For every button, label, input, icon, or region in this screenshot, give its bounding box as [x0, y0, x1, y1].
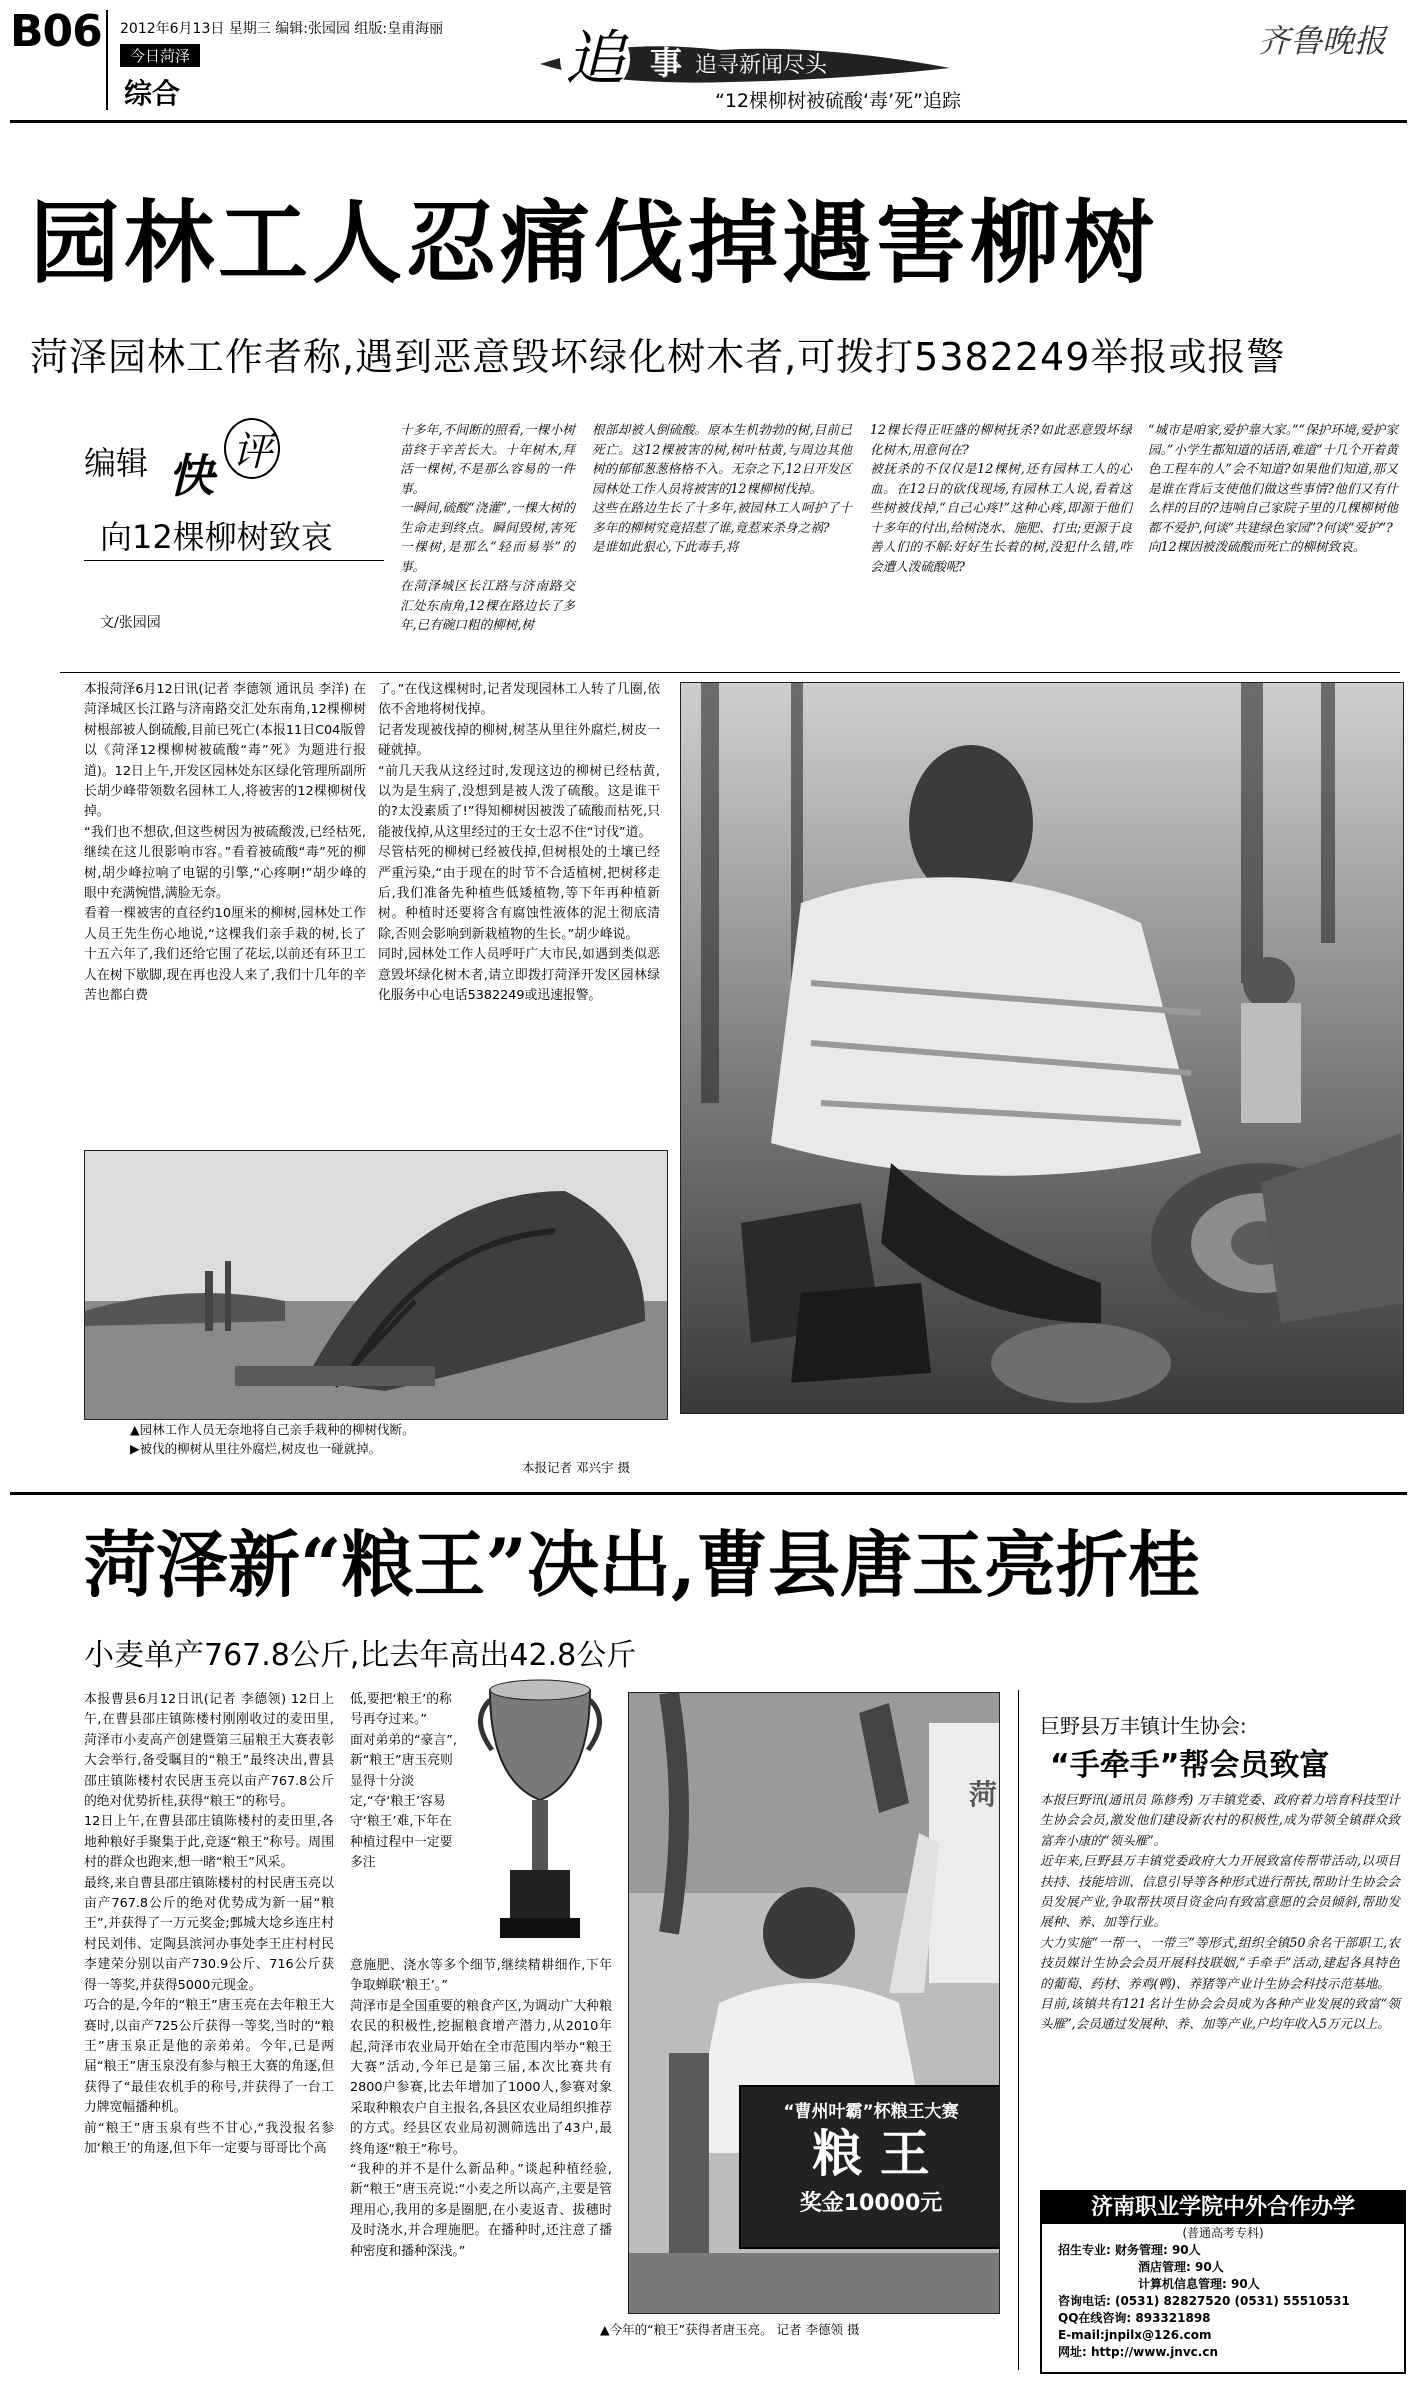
story2-body-text-2b: 意施肥、浇水等多个细节,继续精耕细作,下年争取蝉联‘粮王’。” 菏泽市是全国重要的粮食产区,为调动广大种粮农民的积极性,挖掘粮食增产潜力,从2010年起,菏泽市农业局开始在全市范围内举办“粮王大赛”活动,今年已是第三届,本次比赛共有2800户参赛,比去年增加了1000人,参赛对象采取种粮农户自主报名,各县区农业局组织推荐的方式。经县区农业局初测筛选出了43户,最终角逐“粮王”称号。 “我种的并不是什么新品种。”谈起种植经验,新“粮王”唐玉亮说:“小麦之所以高产,主要是管理用心,我用的多是圈肥,在小麦返青、拔穗时及时浇水,并合理施肥。在播种时,还注意了播种密度和播种深浅。”: [350, 1958, 612, 2259]
commentary-label: [84, 428, 384, 503]
newspaper-logo: 齐鲁晚报: [1258, 22, 1387, 60]
headline-2: 菏泽新“粮王”决出,曹县唐玉亮折桂: [84, 1522, 1200, 1607]
worker-photo-illustration: [681, 683, 1403, 1413]
grain-king-sign: [739, 2085, 1000, 2249]
story2-body-col-2-top: [350, 1690, 462, 1874]
ad-subtitle: (普通高考专科): [1182, 2226, 1264, 2240]
story2-body-text-2a: 低,要把‘粮王’的称号再夺过来。” 面对弟弟的“豪言”,新“粮王”唐玉亮则显得十分淡定,“夺‘粮王’容易守‘粮王’难,下年在种植过程中一定要多注: [350, 1692, 457, 1871]
commentary-text-1: 十多年,不间断的照看,一棵小树苗终于辛苦长大。十年树木,拜活一棵树,不是那么容易的一件事。 一瞬间,硫酸“浇灌”,一棵大树的生命走到终点。瞬间毁树,害死一棵树,是那么“轻而易举”的事。 在菏泽城区长江路与济南路交汇处东南角,12棵在路边长了多年,已有碗口粗的柳树,树: [400, 422, 575, 632]
headline-1: 园林工人忍痛伐掉遇害柳树: [30, 190, 1158, 296]
top-rule: [10, 120, 1407, 123]
photo-felled-willows: [84, 1150, 668, 1420]
photo-worker-inspecting-stump: [680, 682, 1404, 1414]
caption-line-2: ▶被伐的柳树从里往外腐烂,树皮也一碰就掉。: [130, 1441, 382, 1456]
column-logo: [520, 18, 990, 110]
ad-row: QQ在线咨询: 893321898: [1058, 2311, 1211, 2325]
sidebar-kicker: 巨野县万丰镇计生协会:: [1040, 1714, 1247, 1738]
section-tag: 今日菏泽: [120, 44, 200, 67]
subheadline-1: 菏泽园林工作者称,遇到恶意毁坏绿化树木者,可拨打5382249举报或报警: [30, 335, 1286, 379]
story2-body-col-2-bottom: [350, 1956, 612, 2262]
commentary-col-1: [400, 420, 575, 635]
commentary-text-3: 12棵长得正旺盛的柳树抚杀?如此恶意毁坏绿化树木,用意何在? 被抚杀的不仅仅是12棵树,还有园林工人的心血。在12日的砍伐现场,有园林工人说,看着这些树被伐掉,“自己心疼!”这种心疼,即源于他们十多年的付出,给树浇水、施肥、打虫;更源于良善人们的不解:好好生长着的树,没犯什么错,咋会遭人泼硫酸呢?: [870, 422, 1132, 574]
column-big-char: 追: [560, 24, 630, 94]
ad-row: 酒店管理: 90人: [1138, 2260, 1224, 2274]
masthead-rule: [106, 10, 108, 110]
ad-row: 咨询电话: (0531) 82827520 (0531) 55510531: [1058, 2294, 1350, 2308]
ad-row: E-mail:jnpilx@126.com: [1058, 2328, 1212, 2342]
column-topic: “12棵柳树被硫酸‘毒’死”追踪: [715, 90, 961, 112]
trophy-image: [470, 1660, 610, 1950]
photo-grain-king: [628, 1692, 1000, 2314]
page-number: B06: [10, 6, 102, 57]
sidebar-rule: [1018, 1690, 1019, 2370]
trophy-icon: [470, 1660, 610, 1950]
commentary-col-2: [592, 420, 852, 557]
ad-row: 网址: http://www.jnvc.cn: [1058, 2345, 1219, 2359]
ad-row: 招生专业: 财务管理: 90人: [1058, 2243, 1201, 2257]
banner-partial-text: 菏: [969, 1778, 998, 1811]
commentary-text-2: 根部却被人倒硫酸。原本生机勃勃的树,目前已死亡。这12棵被害的树,树叶枯黄,与周边其他树的郁郁葱葱格格不入。无奈之下,12日开发区园林处工作人员将被害的12棵柳树伐掉。 这些在路边生长了十多年,被园林工人呵护了十多年的柳树究竟招惹了谁,竟惹来杀身之祸? 是谁如此狠心,下此毒手,将: [592, 422, 852, 554]
commentary-label-a: 编辑: [84, 444, 149, 482]
caption-line-1: ▲园林工作人员无奈地将自己亲手栽种的柳树伐断。: [130, 1422, 415, 1437]
caption-grain-king: ▲今年的“粮王”获得者唐玉亮。 记者 李德领 摄: [600, 2322, 860, 2337]
sidebar-headline: “手牵手”帮会员致富: [1050, 1748, 1330, 1783]
sign-line-2: 粮 王: [812, 2124, 930, 2183]
commentary-bottom-rule: [60, 672, 1400, 673]
commentary-text-4: “城市是咱家,爱护靠大家。”“保护环境,爱护家园。”小学生都知道的话语,难道“十几个开着黄色工程车的人”会不知道?如果他们知道,那又是谁在背后支使他们做这些事情?他们又有什么样的目的?违响自己家院子里的几棵柳树他都不爱护,何谈“共建绿色家园”?何谈“爱护”? 向12棵因被泼硫酸而死亡的柳树致哀。: [1148, 422, 1398, 554]
story1-body-text-1: 本报菏泽6月12日讯(记者 李德领 通讯员 李洋) 在菏泽城区长江路与济南路交汇处东南角,12棵柳树树根部被人倒硫酸,目前已死亡(本报11日C04版曾以《菏泽12棵柳树被硫酸“毒”死》为题进行报道)。12日上午,开发区园林处东区绿化管理所副所长胡少峰带领数名园林工人,将被害的12棵柳树伐掉。 “我们也不想砍,但这些树因为被硫酸泼,已经枯死,继续在这儿很影响市容。”看着被硫酸“毒”死的柳树,胡少峰拉响了电锯的引擎,“心疼啊!”胡少峰的眼中充满惋惜,满脸无奈。 看着一棵被害的直径约10厘米的柳树,园林处工作人员王先生伤心地说,“这棵我们亲手栽的树,长了十五六年了,我们还给它围了花坛,以前还有环卫工人在树下歇脚,现在再也没人来了,我们十几年的辛苦也都白费: [84, 682, 366, 1004]
story1-body-col-1: [84, 680, 366, 1007]
ad-rows: [1042, 2242, 1404, 2361]
section-title: 综合: [124, 77, 181, 110]
ad-row: 计算机信息管理: 90人: [1138, 2277, 1260, 2291]
ad-title: 济南职业学院中外合作办学: [1042, 2192, 1404, 2224]
sidebar-body: [1040, 1790, 1400, 2035]
commentary-byline: 文/张园园: [100, 615, 161, 631]
story2-body-col-1: [84, 1690, 334, 2159]
column-small-char: 事: [650, 44, 683, 82]
subheadline-2: 小麦单产767.8公斤,比去年高出42.8公斤: [84, 1638, 637, 1673]
commentary-label-b: 快: [168, 449, 214, 503]
ad-box: [1040, 2190, 1406, 2374]
commentary-rule: [84, 560, 384, 561]
story2-body-text-1: 本报曹县6月12日讯(记者 李德领) 12日上午,在曹县邵庄镇陈楼村刚刚收过的麦田里,菏泽市小麦高产创建暨第三届粮王大赛表彰大会举行,备受瞩目的“粮王”最终决出,曹县邵庄镇陈楼村农民唐玉亮以亩产767.8公斤的绝对优势折桂,获得“粮王”的称号。 12日上午,在曹县邵庄镇陈楼村的麦田里,各地种粮好手聚集于此,竞逐“粮王”称号。周围村的群众也跑来,想一睹“粮王”风采。 最终,来自曹县邵庄镇陈楼村的村民唐玉亮以亩产767.8公斤的绝对优势成为新一届“粮王”,并获得了一万元奖金;鄄城大埝乡连庄村村民刘伟、定陶县滨河办事处李王庄村村民李建荣分别以亩产730.9公斤、716公斤获得一等奖,并获得5000元现金。 巧合的是,今年的“粮王”唐玉亮在去年粮王大赛时,以亩产725公斤获得一等奖,当时的“粮王”唐玉泉正是他的亲弟弟。今年,已是两届“粮王”唐玉泉没有参与粮王大赛的角逐,但获得了“最佳农机手的称号,并获得了一台工力牌宽幅播种机。 前“粮王”唐玉泉有些不甘心,“我没报名参加‘粮王’的角逐,但下年一定要与哥哥比个高: [84, 1692, 334, 2156]
date-line: 2012年6月13日 星期三 编辑:张园园 组版:皇甫海丽: [120, 21, 444, 37]
caption-felled-willows: [130, 1420, 670, 1477]
commentary-col-4: [1148, 420, 1398, 557]
column-slogan: 追寻新闻尽头: [695, 53, 828, 78]
felled-trees-illustration: [85, 1151, 667, 1419]
sidebar-body-text: 本报巨野讯(通讯员 陈修秀) 万丰镇党委、政府着力培育科技型计生协会会员,激发他们建设新农村的积极性,成为带领全镇群众致富奔小康的“领头雁”。 近年来,巨野县万丰镇党委政府大力开展致富传帮带活动,以项目扶持、技能培训、信息引导等各种形式进行帮扶,帮助计生协会会员发展产业,争取帮扶项目资金向有致富意愿的会员倾斜,帮助发展种、养、加等行业。 大力实施“一帮一、一带三”等形式,组织全镇50余名干部职工,农技员媒计生协会会员开展科技联姻,“手牵手”活动,建起各具特色的葡萄、药材、养鸡(鸭)、养猪等产业计生协会科技示范基地。 目前,该镇共有121名计生协会会员成为各种产业发展的致富“领头雁”,会员通过发展种、养、加等产业,户均年收入5万元以上。: [1040, 1792, 1400, 2032]
commentary-title: 向12棵柳树致哀: [100, 518, 333, 556]
commentary-col-3: [870, 420, 1132, 576]
sign-line-1: “曹州叶霸”杯粮王大赛: [783, 2102, 959, 2122]
story1-body-text-2: 了。”在伐这棵树时,记者发现园林工人转了几圈,依依不舍地将树伐掉。 记者发现被伐掉的柳树,树茎从里往外腐烂,树皮一碰就掉。 “前几天我从这经过时,发现这边的柳树已经枯黄,以为是生病了,没想到是被人泼了硫酸。这是谁干的?太没素质了!”得知柳树因被泼了硫酸而枯死,只能被伐掉,从这里经过的王女士忍不住“讨伐”道。 尽管枯死的柳树已经被伐掉,但树根处的土壤已经严重污染,“由于现在的时节不合适植树,把树移走后,我们准备先种植些低矮植物,等下年再种植新树。种植时还要将含有腐蚀性液体的泥土彻底清除,否则会影响到新栽植物的生长。”胡少峰说。 同时,园林处工作人员呼吁广大市民,如遇到类似恶意毁坏绿化树木者,请立即拨打菏泽开发区园林绿化服务中心电话5382249或迅速报警。: [378, 682, 660, 1004]
caption-credit: 本报记者 邓兴宇 摄: [522, 1460, 630, 1475]
sign-line-3: 奖金10000元: [799, 2191, 943, 2216]
story1-body-col-2: [378, 680, 660, 1007]
story-divider: [10, 1492, 1407, 1495]
commentary-label-c: 评: [224, 418, 280, 479]
